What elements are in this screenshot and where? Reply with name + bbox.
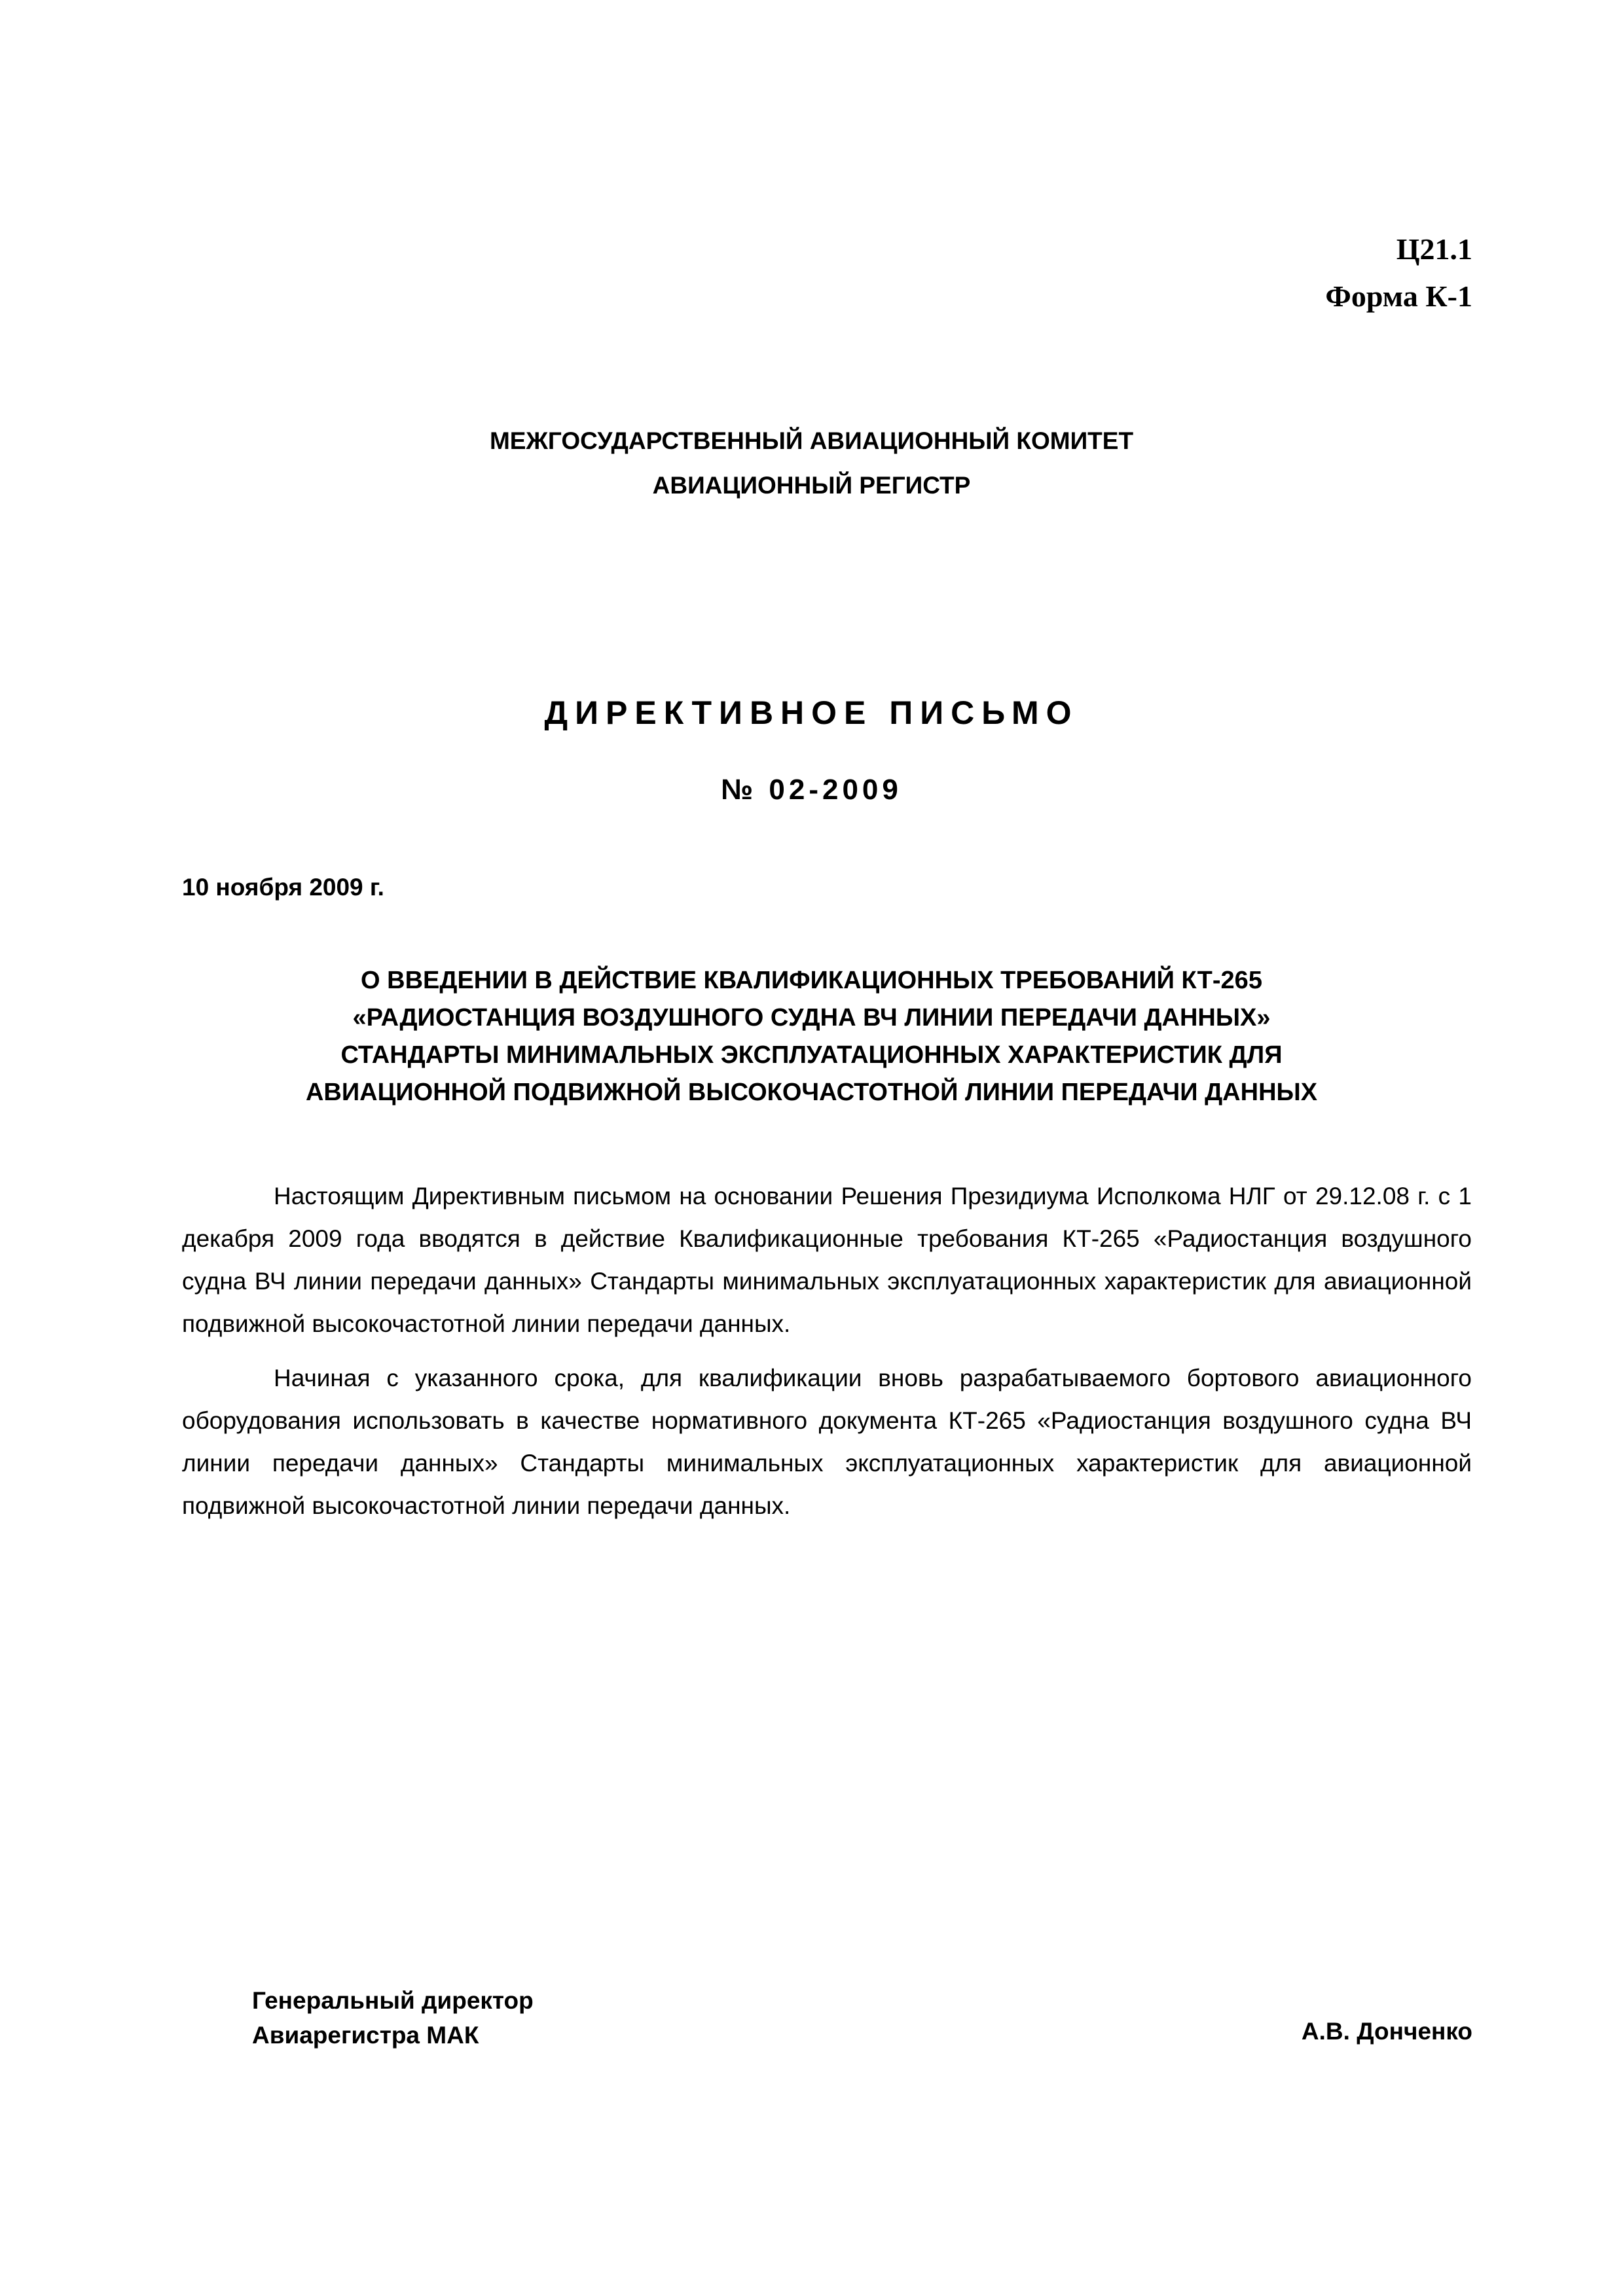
subject-line: СТАНДАРТЫ МИНИМАЛЬНЫХ ЭКСПЛУАТАЦИОННЫХ ХАРАКТЕРИСТИК ДЛЯ <box>340 1041 1283 1069</box>
form-code-block <box>1325 226 1472 320</box>
document-subject <box>0 962 1623 1111</box>
organization-header <box>0 419 1623 508</box>
form-code-label: Форма К-1 <box>1325 279 1472 313</box>
document-number: № 02-2009 <box>721 774 902 806</box>
document-body <box>182 1175 1472 1539</box>
signatory-organization: Авиарегистра МАК <box>252 2022 479 2049</box>
subject-line: «РАДИОСТАНЦИЯ ВОЗДУШНОГО СУДНА ВЧ ЛИНИИ ПЕРЕДАЧИ ДАННЫХ» <box>352 1004 1271 1031</box>
organization-name: МЕЖГОСУДАРСТВЕННЫЙ АВИАЦИОННЫЙ КОМИТЕТ <box>489 427 1134 454</box>
body-paragraph: Настоящим Директивным письмом на основании Решения Президиума Исполкома НЛГ от 29.12.08 г. с 1 декабря 2009 года вводятся в действие Квалификационные требования КТ-265 «Радиостанция воздушного судна ВЧ линии передачи данных» Стандарты минимальных эксплуатационных характеристик для авиационной подвижной высокочастотной линии передачи данных. <box>182 1183 1472 1337</box>
body-paragraph: Начиная с указанного срока, для квалификации вновь разрабатываемого бортового авиационного оборудования использовать в качестве нормативного документа КТ-265 «Радиостанция воздушного судна ВЧ линии передачи данных» Стандарты минимальных эксплуатационных характеристик для авиационной подвижной высокочастотной линии передачи данных. <box>182 1365 1472 1519</box>
form-code-number: Ц21.1 <box>1396 232 1472 266</box>
document-type-title: ДИРЕКТИВНОЕ ПИСЬМО <box>544 694 1079 731</box>
signatory-title <box>252 1983 534 2053</box>
signatory-position: Генеральный директор <box>252 1987 534 2014</box>
subject-line: АВИАЦИОННОЙ ПОДВИЖНОЙ ВЫСОКОЧАСТОТНОЙ ЛИНИИ ПЕРЕДАЧИ ДАННЫХ <box>305 1079 1318 1106</box>
organization-division: АВИАЦИОННЫЙ РЕГИСТР <box>652 472 971 499</box>
document-date: 10 ноября 2009 г. <box>182 874 384 901</box>
signatory-name: А.В. Донченко <box>1301 2018 1472 2045</box>
subject-line: О ВВЕДЕНИИ В ДЕЙСТВИЕ КВАЛИФИКАЦИОННЫХ ТРЕБОВАНИЙ КТ-265 <box>361 967 1262 994</box>
